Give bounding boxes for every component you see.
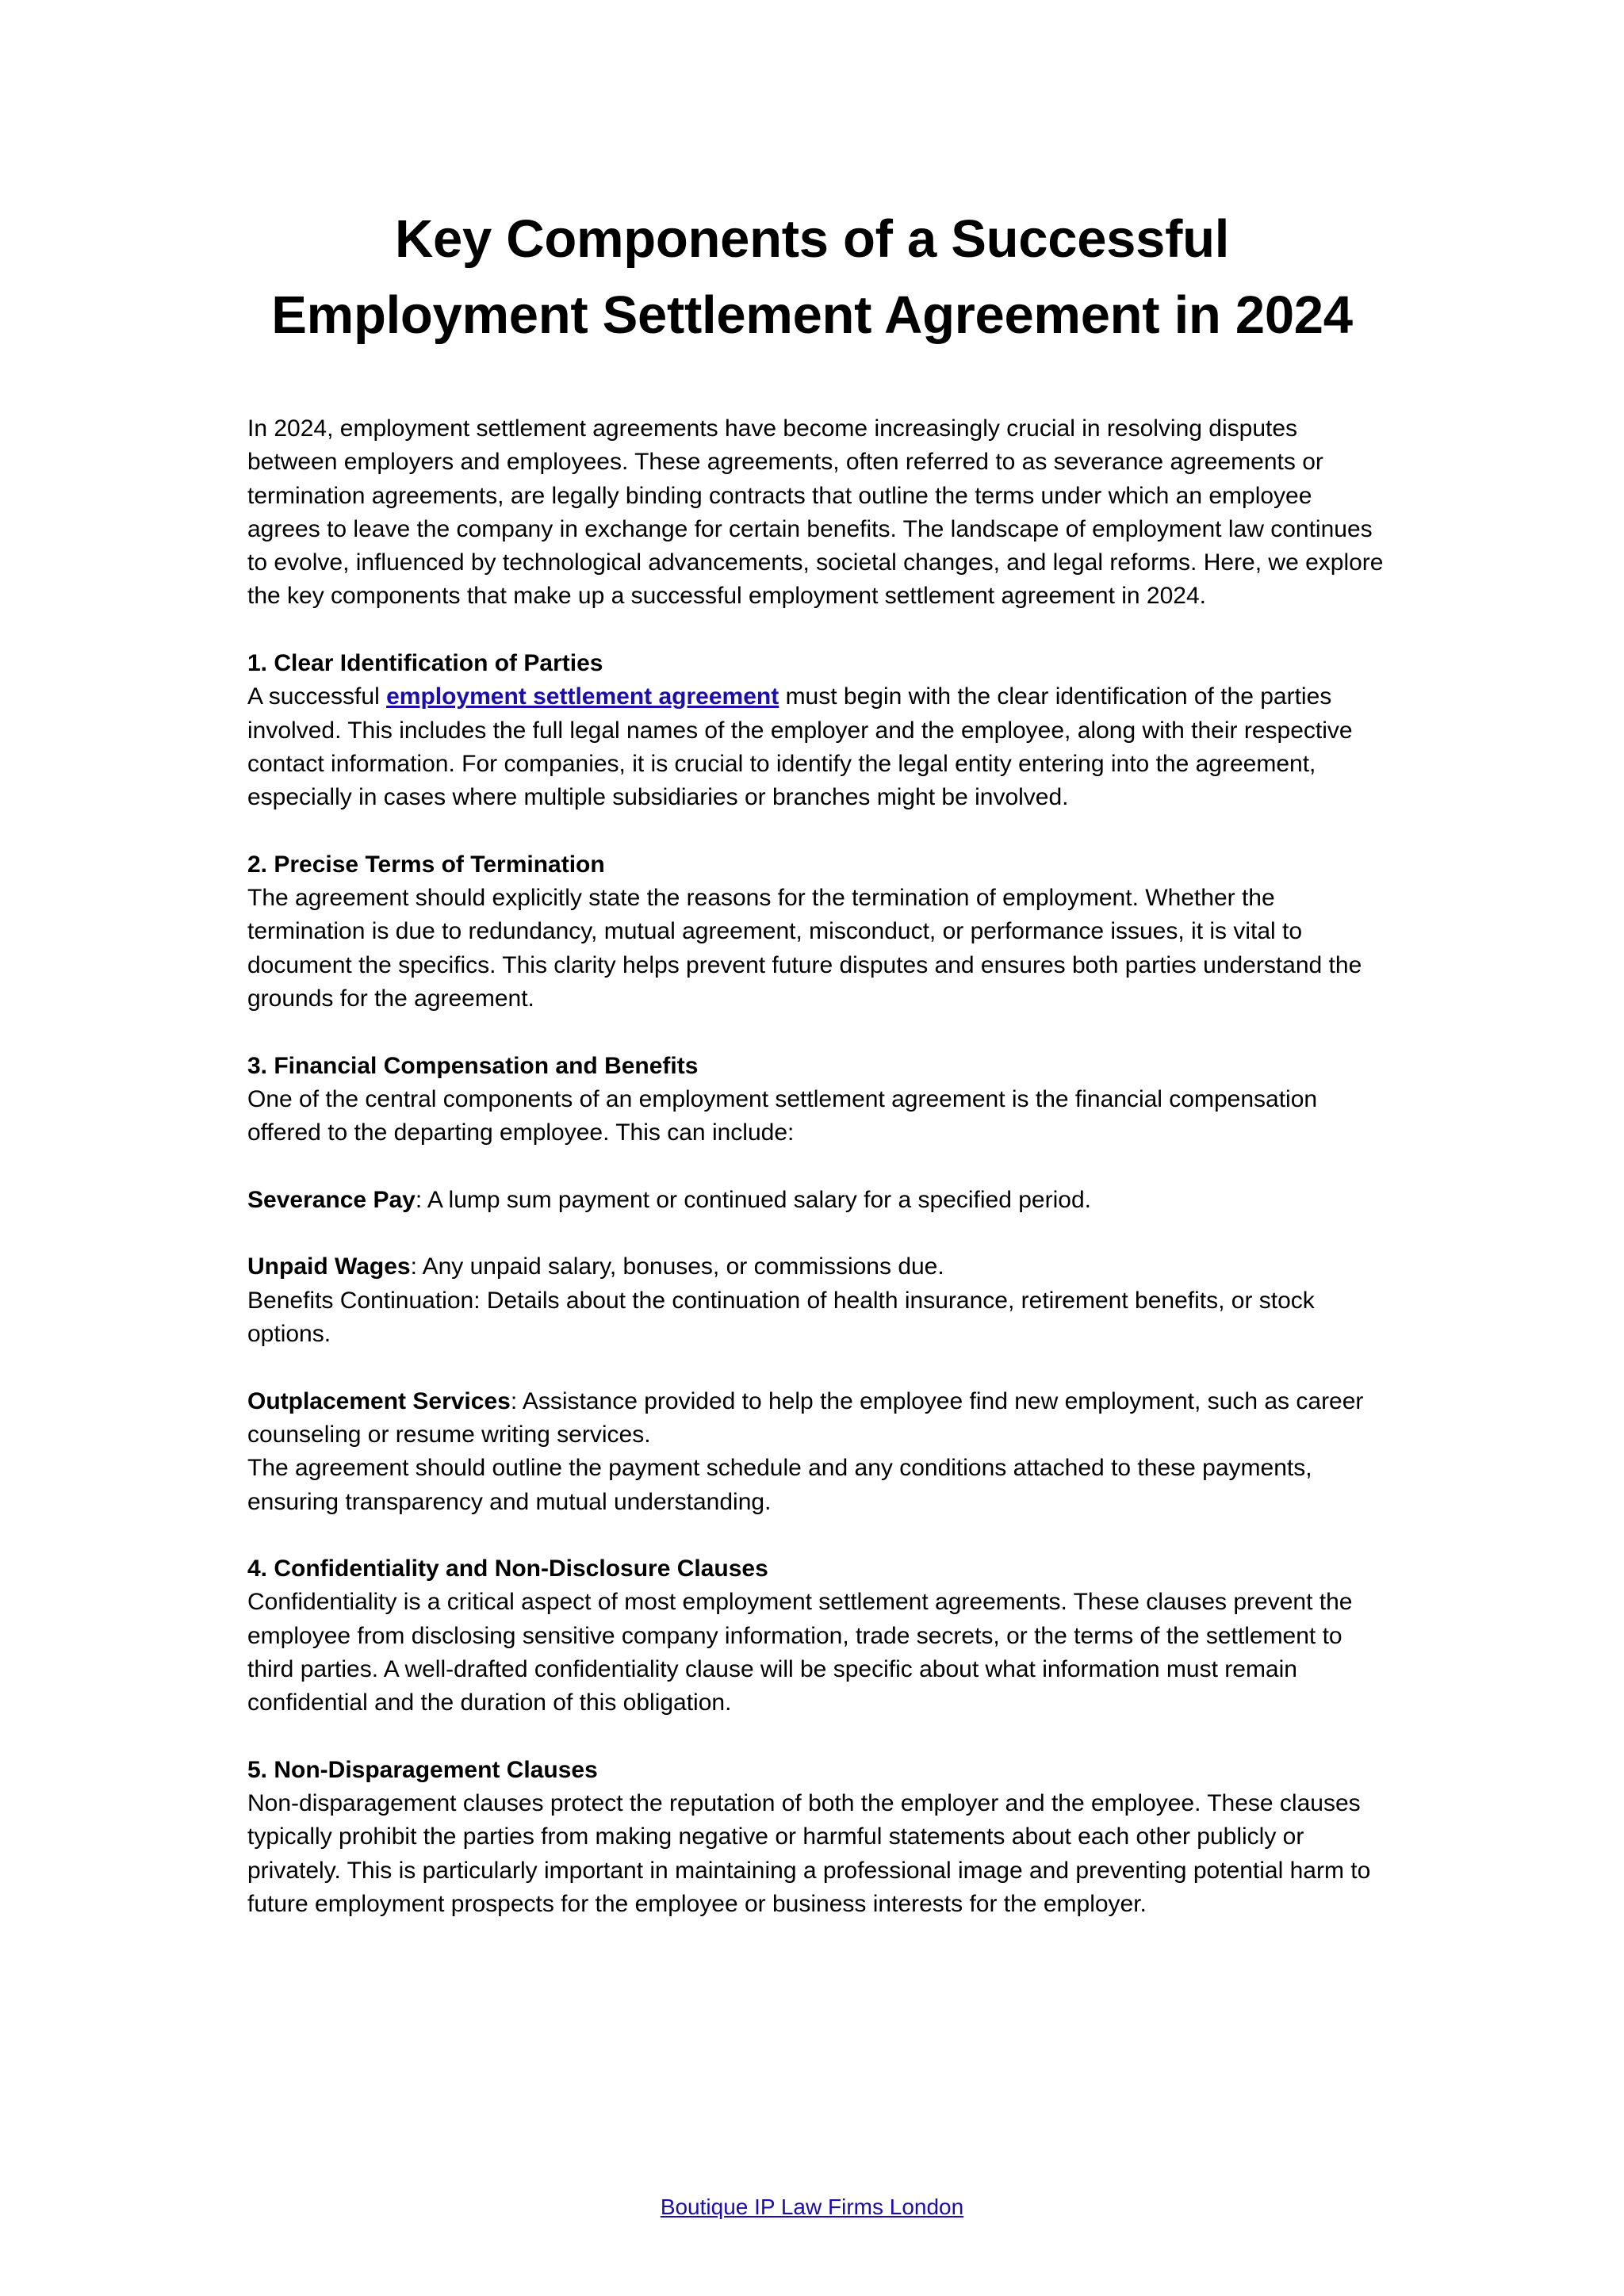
unpaid-wages-label: Unpaid Wages (247, 1253, 411, 1280)
document-body (247, 412, 1389, 1955)
section-heading: 2. Precise Terms of Termination (247, 851, 605, 878)
section-heading: 3. Financial Compensation and Benefits (247, 1052, 699, 1079)
section-text: One of the central components of an employment settlement agreement is the financial compensation offered to the departing employee. This can include: (247, 1085, 1318, 1146)
section-clear-identification (247, 647, 1389, 814)
section-heading: 4. Confidentiality and Non-Disclosure Clauses (247, 1556, 768, 1582)
section-text: The agreement should explicitly state the reasons for the termination of employment. Whether the termination is due to redundancy, mutual agreement, misconduct, or performance issues, it is vital to document the specifics. This clarity helps prevent future disputes and ensures both parties understand the grounds for the agreement. (247, 885, 1362, 1012)
section-confidentiality (247, 1552, 1389, 1720)
employment-settlement-agreement-link[interactable]: employment settlement agreement (386, 683, 779, 710)
outplacement-services-label: Outplacement Services (247, 1387, 511, 1414)
page-footer (0, 2191, 1624, 2223)
outplacement-services-text: : Assistance provided to help the employee find new employment, such as career counseling or resume writing services. (247, 1387, 1364, 1448)
payment-schedule-paragraph: The agreement should outline the payment schedule and any conditions attached to these payments, ensuring transparency and mutual understanding. (247, 1455, 1312, 1515)
section-text: A successful (247, 683, 387, 710)
document-title: Key Components of a Successful Employment Settlement Agreement in 2024 (271, 209, 1353, 345)
section-heading: 1. Clear Identification of Parties (247, 650, 603, 677)
footer-link[interactable]: Boutique IP Law Firms London (660, 2195, 964, 2219)
section-financial-compensation (247, 1050, 1389, 1150)
intro-paragraph: In 2024, employment settlement agreements have become increasingly crucial in resolving disputes between employers and employees. These agreements, often referred to as severance agreements or termination agreements, are legally binding contracts that outline the terms under which an employee agrees to leave the company in exchange for certain benefits. The landscape of employment law continues to evolve, influenced by technological advancements, societal changes, and legal reforms. Here, we explore the key components that make up a successful employment settlement agreement in 2024. (247, 415, 1384, 610)
section-text: Non-disparagement clauses protect the reputation of both the employer and the employee. These clauses typically prohibit the parties from making negative or harmful statements about each other publicly or privately. This is particularly important in maintaining a professional image and preventing potential harm to future employment prospects for the employee or business interests for the employer. (247, 1790, 1371, 1918)
section-precise-terms (247, 848, 1389, 1016)
section-text: Confidentiality is a critical aspect of most employment settlement agreements. These clauses prevent the employee from disclosing sensitive company information, trade secrets, or the terms of the settlement to third parties. A well-drafted confidentiality clause will be specific about what information must remain confidential and the duration of this obligation. (247, 1589, 1353, 1716)
section-text: must begin with the clear identification of the parties involved. This includes the full legal names of the employer and the employee, along with their respective contact information. For companies, it is crucial to identify the legal entity entering into the agreement, especially in cases where multiple subsidiaries or branches might be involved. (247, 683, 1353, 811)
section-heading: 5. Non-Disparagement Clauses (247, 1756, 598, 1783)
severance-pay-item (247, 1184, 1389, 1217)
unpaid-wages-text: : Any unpaid salary, bonuses, or commissions due. (410, 1253, 944, 1280)
outplacement-services-item (247, 1385, 1389, 1452)
severance-pay-text: : A lump sum payment or continued salary for a specified period. (415, 1186, 1091, 1213)
unpaid-wages-item (247, 1250, 1389, 1284)
benefits-continuation-item: Benefits Continuation: Details about the continuation of health insurance, retirement benefits, or stock options. (247, 1287, 1315, 1348)
severance-pay-label: Severance Pay (247, 1186, 416, 1213)
section-non-disparagement (247, 1754, 1389, 1921)
